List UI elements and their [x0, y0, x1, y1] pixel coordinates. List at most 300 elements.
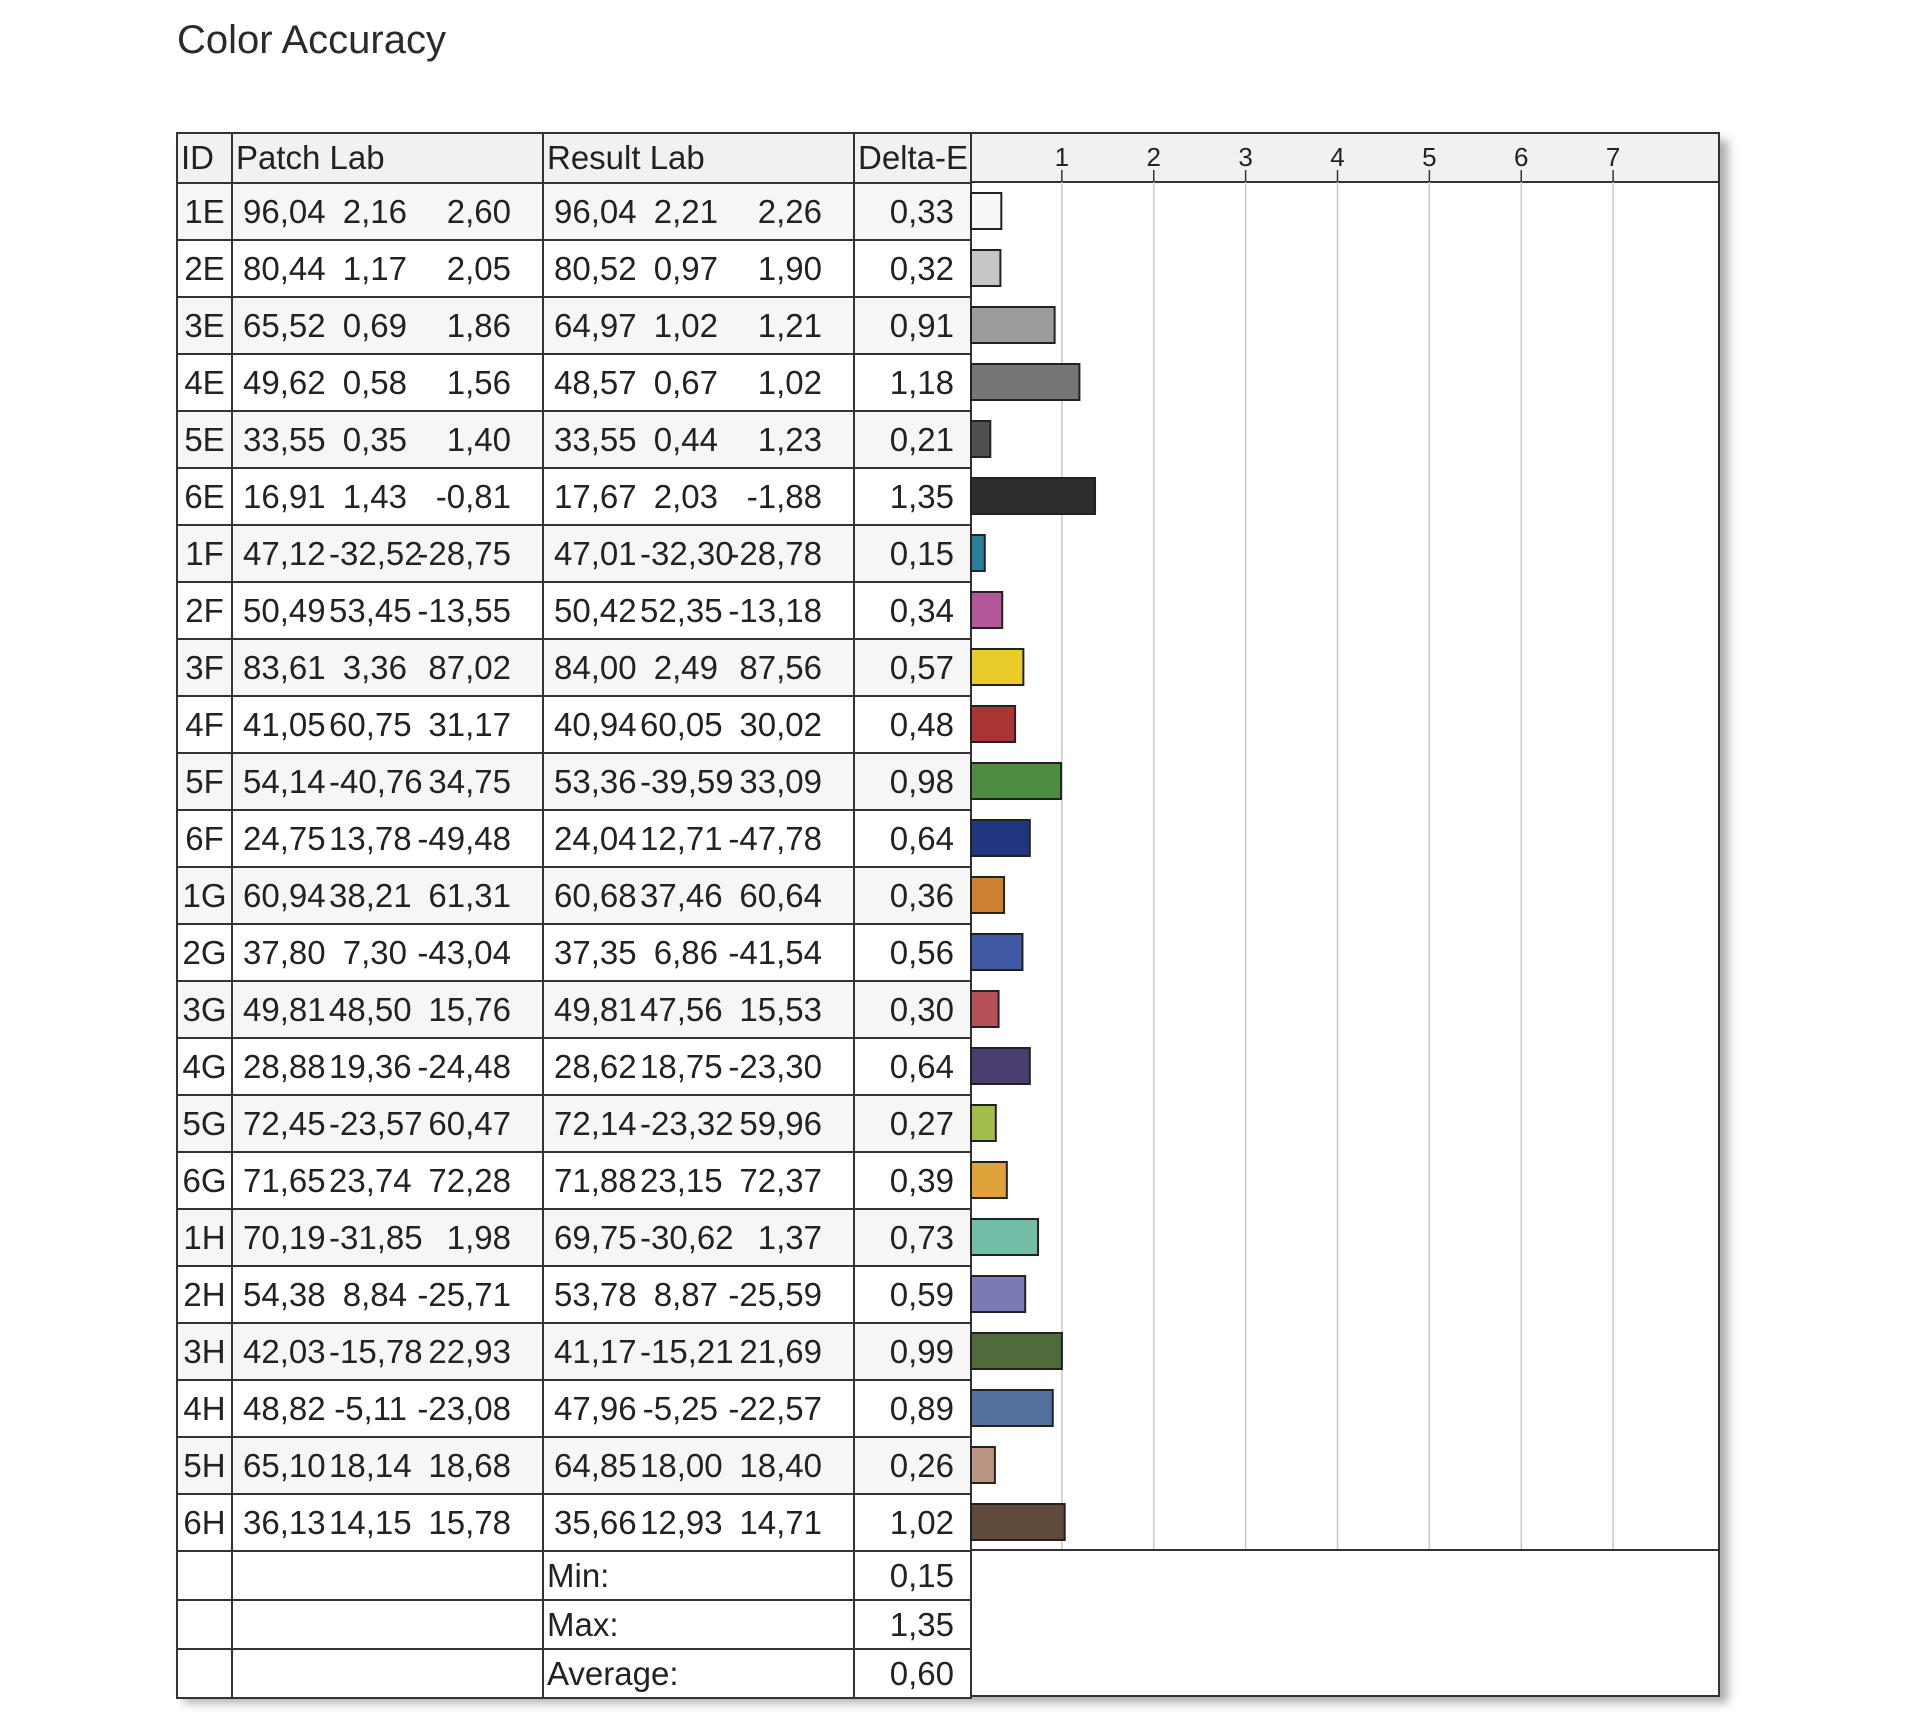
result-lab-value: 14,71 — [739, 1503, 822, 1541]
summary-row — [177, 1649, 971, 1698]
patch-lab-cell — [232, 1209, 543, 1266]
patch-lab-cell — [232, 810, 543, 867]
delta-e-value: 0,34 — [854, 582, 971, 639]
bar-5F — [971, 763, 1061, 799]
result-lab-value: 1,23 — [757, 420, 822, 458]
delta-e-value: 0,64 — [854, 810, 971, 867]
table-row — [177, 981, 971, 1038]
patch-lab-value: 54,38 — [243, 1275, 326, 1313]
result-lab-value: 84,00 — [554, 648, 637, 686]
summary-row — [177, 1600, 971, 1649]
bar-4F — [971, 706, 1015, 742]
result-lab-value: 18,75 — [640, 1047, 723, 1085]
result-lab-value: 72,14 — [554, 1104, 637, 1142]
patch-lab-value: -32,52 — [329, 534, 423, 572]
patch-lab-value: 13,78 — [329, 819, 412, 857]
row-id: 3F — [177, 639, 232, 696]
delta-e-value: 0,89 — [854, 1380, 971, 1437]
table-row — [177, 1494, 971, 1551]
patch-lab-value: 60,75 — [329, 705, 412, 743]
col-header-result-lab: Result Lab — [543, 133, 854, 183]
summary-empty-cell — [177, 1600, 232, 1649]
result-lab-value: 87,56 — [739, 648, 822, 686]
bar-6H — [971, 1504, 1065, 1540]
table-row — [177, 354, 971, 411]
x-tick-label: 7 — [1605, 142, 1621, 172]
patch-lab-cell — [232, 1437, 543, 1494]
result-lab-value: -13,18 — [728, 591, 822, 629]
row-id: 3H — [177, 1323, 232, 1380]
result-lab-cell — [543, 183, 854, 240]
bar-3G — [971, 991, 999, 1027]
result-lab-cell — [543, 1266, 854, 1323]
patch-lab-value: -43,04 — [417, 933, 511, 971]
delta-e-value: 1,18 — [854, 354, 971, 411]
result-lab-value: 53,36 — [554, 762, 637, 800]
table-row — [177, 1437, 971, 1494]
patch-lab-cell — [232, 468, 543, 525]
patch-lab-value: 38,21 — [329, 876, 412, 914]
result-lab-cell — [543, 1437, 854, 1494]
patch-lab-value: 49,81 — [243, 990, 326, 1028]
result-lab-value: 80,52 — [554, 249, 637, 287]
patch-lab-value: 83,61 — [243, 648, 326, 686]
patch-lab-value: -25,71 — [417, 1275, 511, 1313]
bar-2F — [971, 592, 1002, 628]
result-lab-value: 59,96 — [739, 1104, 822, 1142]
result-lab-value: -25,59 — [728, 1275, 822, 1313]
delta-e-value: 0,30 — [854, 981, 971, 1038]
delta-e-value: 0,27 — [854, 1095, 971, 1152]
patch-lab-value: 2,60 — [446, 192, 511, 230]
patch-lab-cell — [232, 1266, 543, 1323]
table-row — [177, 411, 971, 468]
result-lab-value: 24,04 — [554, 819, 637, 857]
delta-e-chart — [970, 132, 1720, 1697]
patch-lab-value: -28,75 — [417, 534, 511, 572]
patch-lab-value: -0,81 — [435, 477, 511, 515]
result-lab-value: 33,09 — [739, 762, 822, 800]
result-lab-value: 47,56 — [640, 990, 723, 1028]
delta-e-value: 0,64 — [854, 1038, 971, 1095]
result-lab-value: 1,37 — [757, 1218, 822, 1256]
patch-lab-value: 14,15 — [329, 1503, 412, 1541]
result-lab-value: 52,35 — [640, 591, 723, 629]
patch-lab-value: 87,02 — [428, 648, 511, 686]
result-lab-cell — [543, 297, 854, 354]
summary-value: 0,60 — [854, 1649, 971, 1698]
summary-label: Min: — [543, 1551, 854, 1600]
table-row — [177, 867, 971, 924]
result-lab-value: -23,30 — [728, 1047, 822, 1085]
delta-e-value: 0,26 — [854, 1437, 971, 1494]
patch-lab-value: 16,91 — [243, 477, 326, 515]
patch-lab-value: 18,68 — [428, 1446, 511, 1484]
delta-e-chart-svg — [970, 132, 1720, 1697]
row-id: 4H — [177, 1380, 232, 1437]
result-lab-cell — [543, 582, 854, 639]
patch-lab-value: 60,94 — [243, 876, 326, 914]
patch-lab-value: 8,84 — [342, 1275, 407, 1313]
color-accuracy-report — [176, 132, 1720, 1695]
row-id: 4G — [177, 1038, 232, 1095]
patch-lab-value: 54,14 — [243, 762, 326, 800]
result-lab-value: 0,44 — [653, 420, 718, 458]
row-id: 6F — [177, 810, 232, 867]
row-id: 1G — [177, 867, 232, 924]
patch-lab-cell — [232, 753, 543, 810]
bar-5E — [971, 421, 990, 457]
patch-lab-value: 42,03 — [243, 1332, 326, 1370]
table-row — [177, 240, 971, 297]
patch-lab-value: 33,55 — [243, 420, 326, 458]
result-lab-value: 60,64 — [739, 876, 822, 914]
result-lab-value: -5,25 — [642, 1389, 718, 1427]
result-lab-value: -23,32 — [640, 1104, 734, 1142]
table-row — [177, 1209, 971, 1266]
patch-lab-value: 48,82 — [243, 1389, 326, 1427]
bar-3F — [971, 649, 1023, 685]
patch-lab-cell — [232, 981, 543, 1038]
x-tick-label: 1 — [1054, 142, 1070, 172]
result-lab-value: 1,90 — [757, 249, 822, 287]
patch-lab-cell — [232, 1380, 543, 1437]
result-lab-value: 48,57 — [554, 363, 637, 401]
x-tick-label: 2 — [1146, 142, 1161, 172]
summary-value: 1,35 — [854, 1600, 971, 1649]
result-lab-value: -47,78 — [728, 819, 822, 857]
x-tick-label: 4 — [1330, 142, 1345, 172]
table-row — [177, 1323, 971, 1380]
table-header-row — [177, 133, 971, 183]
table-row — [177, 1152, 971, 1209]
patch-lab-value: 65,52 — [243, 306, 326, 344]
patch-lab-value: 72,45 — [243, 1104, 326, 1142]
patch-lab-cell — [232, 240, 543, 297]
result-lab-cell — [543, 354, 854, 411]
table-row — [177, 183, 971, 240]
summary-value: 0,15 — [854, 1551, 971, 1600]
row-id: 2F — [177, 582, 232, 639]
result-lab-value: 53,78 — [554, 1275, 637, 1313]
result-lab-value: 71,88 — [554, 1161, 637, 1199]
bar-4H — [971, 1390, 1053, 1426]
row-id: 6G — [177, 1152, 232, 1209]
row-id: 1E — [177, 183, 232, 240]
patch-lab-cell — [232, 582, 543, 639]
result-lab-value: -15,21 — [640, 1332, 734, 1370]
patch-lab-value: 37,80 — [243, 933, 326, 971]
result-lab-cell — [543, 810, 854, 867]
patch-lab-cell — [232, 183, 543, 240]
patch-lab-value: 72,28 — [428, 1161, 511, 1199]
patch-lab-value: 1,43 — [342, 477, 407, 515]
patch-lab-value: 1,17 — [342, 249, 407, 287]
result-lab-cell — [543, 639, 854, 696]
patch-lab-value: 15,76 — [428, 990, 511, 1028]
result-lab-value: 60,68 — [554, 876, 637, 914]
result-lab-value: 6,86 — [653, 933, 718, 971]
bar-1H — [971, 1219, 1038, 1255]
result-lab-cell — [543, 753, 854, 810]
patch-lab-value: -31,85 — [329, 1218, 423, 1256]
table-row — [177, 525, 971, 582]
delta-e-value: 1,02 — [854, 1494, 971, 1551]
table-row — [177, 639, 971, 696]
patch-lab-value: 31,17 — [428, 705, 511, 743]
result-lab-value: 47,96 — [554, 1389, 637, 1427]
patch-lab-value: 1,86 — [446, 306, 511, 344]
bar-6E — [971, 478, 1095, 514]
result-lab-cell — [543, 240, 854, 297]
result-lab-cell — [543, 525, 854, 582]
delta-e-value: 0,36 — [854, 867, 971, 924]
col-header-id: ID — [177, 133, 232, 183]
result-lab-value: 28,62 — [554, 1047, 637, 1085]
row-id: 3G — [177, 981, 232, 1038]
result-lab-cell — [543, 468, 854, 525]
row-id: 6E — [177, 468, 232, 525]
table-row — [177, 297, 971, 354]
bar-4E — [971, 364, 1079, 400]
delta-e-value: 0,59 — [854, 1266, 971, 1323]
row-id: 4E — [177, 354, 232, 411]
result-lab-value: 12,93 — [640, 1503, 723, 1541]
col-header-patch-lab: Patch Lab — [232, 133, 543, 183]
page-title: Color Accuracy — [177, 18, 446, 62]
result-lab-value: 17,67 — [554, 477, 637, 515]
table-row — [177, 924, 971, 981]
table-row — [177, 1380, 971, 1437]
result-lab-value: 2,49 — [653, 648, 718, 686]
delta-e-value: 1,35 — [854, 468, 971, 525]
bar-6G — [971, 1162, 1007, 1198]
patch-lab-value: 41,05 — [243, 705, 326, 743]
result-lab-value: 49,81 — [554, 990, 637, 1028]
result-lab-value: 30,02 — [739, 705, 822, 743]
result-lab-value: 35,66 — [554, 1503, 637, 1541]
patch-lab-cell — [232, 1152, 543, 1209]
patch-lab-value: 80,44 — [243, 249, 326, 287]
row-id: 5F — [177, 753, 232, 810]
patch-lab-value: 0,69 — [342, 306, 407, 344]
patch-lab-value: 2,16 — [342, 192, 407, 230]
bar-3H — [971, 1333, 1062, 1369]
row-id: 2G — [177, 924, 232, 981]
result-lab-value: -39,59 — [640, 762, 734, 800]
result-lab-cell — [543, 1494, 854, 1551]
result-lab-cell — [543, 1038, 854, 1095]
patch-lab-value: 19,36 — [329, 1047, 412, 1085]
result-lab-value: 18,40 — [739, 1446, 822, 1484]
result-lab-value: -32,30 — [640, 534, 734, 572]
row-id: 5H — [177, 1437, 232, 1494]
result-lab-value: 72,37 — [739, 1161, 822, 1199]
patch-lab-value: 28,88 — [243, 1047, 326, 1085]
result-lab-value: 37,46 — [640, 876, 723, 914]
delta-e-value: 0,99 — [854, 1323, 971, 1380]
result-lab-value: 1,02 — [757, 363, 822, 401]
table-row — [177, 1095, 971, 1152]
result-lab-cell — [543, 981, 854, 1038]
result-lab-value: 96,04 — [554, 192, 637, 230]
delta-e-value: 0,91 — [854, 297, 971, 354]
summary-empty-cell — [232, 1649, 543, 1698]
summary-empty-cell — [232, 1551, 543, 1600]
row-id: 1F — [177, 525, 232, 582]
patch-lab-cell — [232, 1095, 543, 1152]
result-lab-value: 2,26 — [757, 192, 822, 230]
patch-lab-cell — [232, 525, 543, 582]
patch-lab-value: 70,19 — [243, 1218, 326, 1256]
result-lab-value: 41,17 — [554, 1332, 637, 1370]
row-id: 6H — [177, 1494, 232, 1551]
delta-e-value: 0,98 — [854, 753, 971, 810]
patch-lab-value: 7,30 — [342, 933, 407, 971]
patch-lab-value: 3,36 — [342, 648, 407, 686]
summary-label: Max: — [543, 1600, 854, 1649]
patch-lab-value: -15,78 — [329, 1332, 423, 1370]
table-row — [177, 753, 971, 810]
result-lab-value: -28,78 — [728, 534, 822, 572]
x-tick-label: 3 — [1238, 142, 1253, 172]
summary-empty-cell — [177, 1551, 232, 1600]
delta-e-value: 0,39 — [854, 1152, 971, 1209]
x-tick-label: 5 — [1422, 142, 1437, 172]
result-lab-value: 12,71 — [640, 819, 723, 857]
result-lab-cell — [543, 867, 854, 924]
patch-lab-value: 60,47 — [428, 1104, 511, 1142]
delta-e-value: 0,15 — [854, 525, 971, 582]
row-id: 5E — [177, 411, 232, 468]
bar-5H — [971, 1447, 995, 1483]
table-row — [177, 1038, 971, 1095]
row-id: 1H — [177, 1209, 232, 1266]
summary-empty-cell — [232, 1600, 543, 1649]
lab-table — [176, 132, 972, 1699]
result-lab-cell — [543, 924, 854, 981]
patch-lab-value: 48,50 — [329, 990, 412, 1028]
bar-1F — [971, 535, 985, 571]
patch-lab-value: 50,49 — [243, 591, 326, 629]
patch-lab-value: 0,35 — [342, 420, 407, 458]
row-id: 2E — [177, 240, 232, 297]
summary-empty-cell — [177, 1649, 232, 1698]
bar-1G — [971, 877, 1004, 913]
table-row — [177, 810, 971, 867]
patch-lab-value: 65,10 — [243, 1446, 326, 1484]
col-header-delta-e: Delta-E — [854, 133, 971, 183]
bar-4G — [971, 1048, 1030, 1084]
patch-lab-value: 34,75 — [428, 762, 511, 800]
row-id: 3E — [177, 297, 232, 354]
result-lab-cell — [543, 1323, 854, 1380]
patch-lab-cell — [232, 1038, 543, 1095]
patch-lab-cell — [232, 411, 543, 468]
bar-1E — [971, 193, 1001, 229]
result-lab-value: 50,42 — [554, 591, 637, 629]
patch-lab-value: 18,14 — [329, 1446, 412, 1484]
patch-lab-value: 1,98 — [446, 1218, 511, 1256]
delta-e-value: 0,57 — [854, 639, 971, 696]
patch-lab-value: 22,93 — [428, 1332, 511, 1370]
result-lab-cell — [543, 1209, 854, 1266]
delta-e-value: 0,33 — [854, 183, 971, 240]
bar-6F — [971, 820, 1030, 856]
bar-2H — [971, 1276, 1025, 1312]
patch-lab-value: -40,76 — [329, 762, 423, 800]
summary-label: Average: — [543, 1649, 854, 1698]
patch-lab-value: -23,57 — [329, 1104, 423, 1142]
result-lab-value: -1,88 — [746, 477, 822, 515]
patch-lab-value: 53,45 — [329, 591, 412, 629]
delta-e-value: 0,56 — [854, 924, 971, 981]
result-lab-value: -22,57 — [728, 1389, 822, 1427]
row-id: 5G — [177, 1095, 232, 1152]
patch-lab-value: 96,04 — [243, 192, 326, 230]
bar-2E — [971, 250, 1000, 286]
summary-row — [177, 1551, 971, 1600]
result-lab-cell — [543, 1380, 854, 1437]
patch-lab-cell — [232, 924, 543, 981]
result-lab-cell — [543, 411, 854, 468]
patch-lab-value: 61,31 — [428, 876, 511, 914]
bar-2G — [971, 934, 1022, 970]
bar-5G — [971, 1105, 996, 1141]
delta-e-value: 0,73 — [854, 1209, 971, 1266]
patch-lab-value: 47,12 — [243, 534, 326, 572]
patch-lab-cell — [232, 867, 543, 924]
result-lab-value: 8,87 — [653, 1275, 718, 1313]
bar-3E — [971, 307, 1055, 343]
result-lab-value: 40,94 — [554, 705, 637, 743]
result-lab-value: 60,05 — [640, 705, 723, 743]
result-lab-value: 21,69 — [739, 1332, 822, 1370]
patch-lab-cell — [232, 297, 543, 354]
result-lab-value: 18,00 — [640, 1446, 723, 1484]
result-lab-value: 47,01 — [554, 534, 637, 572]
patch-lab-value: 15,78 — [428, 1503, 511, 1541]
result-lab-value: 33,55 — [554, 420, 637, 458]
patch-lab-cell — [232, 354, 543, 411]
patch-lab-value: -49,48 — [417, 819, 511, 857]
result-lab-cell — [543, 696, 854, 753]
result-lab-value: 37,35 — [554, 933, 637, 971]
result-lab-value: 1,02 — [653, 306, 718, 344]
result-lab-cell — [543, 1152, 854, 1209]
result-lab-value: -30,62 — [640, 1218, 734, 1256]
row-id: 2H — [177, 1266, 232, 1323]
result-lab-cell — [543, 1095, 854, 1152]
delta-e-value: 0,48 — [854, 696, 971, 753]
patch-lab-value: 2,05 — [446, 249, 511, 287]
delta-e-value: 0,32 — [854, 240, 971, 297]
patch-lab-value: 23,74 — [329, 1161, 412, 1199]
patch-lab-cell — [232, 639, 543, 696]
result-lab-value: 0,67 — [653, 363, 718, 401]
patch-lab-value: 1,56 — [446, 363, 511, 401]
patch-lab-cell — [232, 1494, 543, 1551]
table-row — [177, 696, 971, 753]
result-lab-value: 69,75 — [554, 1218, 637, 1256]
row-id: 4F — [177, 696, 232, 753]
result-lab-value: 2,03 — [653, 477, 718, 515]
patch-lab-value: 49,62 — [243, 363, 326, 401]
result-lab-value: -41,54 — [728, 933, 822, 971]
patch-lab-cell — [232, 1323, 543, 1380]
delta-e-value: 0,21 — [854, 411, 971, 468]
patch-lab-value: 0,58 — [342, 363, 407, 401]
